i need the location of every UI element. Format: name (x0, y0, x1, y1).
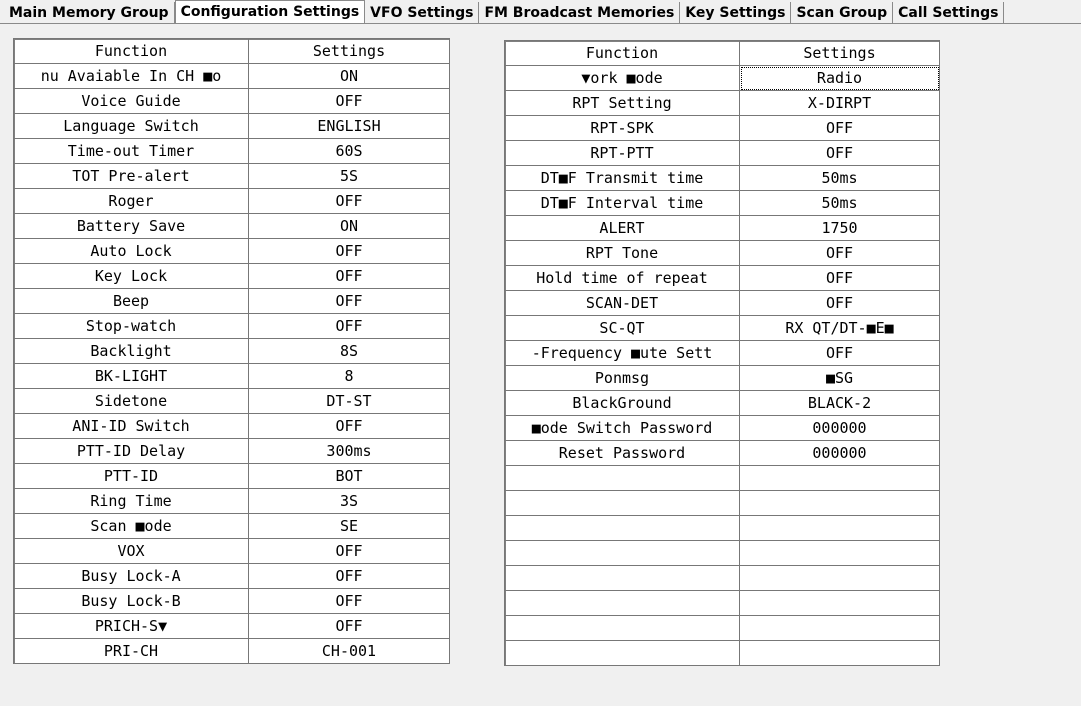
table-row[interactable] (14, 514, 450, 539)
table-row[interactable] (505, 241, 940, 266)
setting-value-cell[interactable]: ON (249, 214, 450, 239)
table-row[interactable] (505, 141, 940, 166)
setting-value-cell[interactable]: OFF (249, 239, 450, 264)
config-settings-grid-right (504, 40, 940, 666)
function-cell: -Frequency ■ute Sett (505, 341, 740, 366)
setting-value-cell[interactable]: BLACK-2 (740, 391, 940, 416)
setting-value-cell[interactable]: ENGLISH (249, 114, 450, 139)
setting-value-cell[interactable]: OFF (740, 266, 940, 291)
function-cell: SCAN-DET (505, 291, 740, 316)
setting-value-cell[interactable]: ON (249, 64, 450, 89)
table-row[interactable] (505, 491, 940, 516)
setting-value-cell[interactable]: OFF (249, 89, 450, 114)
table-row[interactable] (505, 341, 940, 366)
function-cell: Auto Lock (14, 239, 249, 264)
setting-value-cell[interactable]: Radio (740, 66, 940, 91)
function-cell: Backlight (14, 339, 249, 364)
setting-value-cell[interactable] (740, 516, 940, 541)
table-row[interactable] (14, 164, 450, 189)
function-cell (505, 541, 740, 566)
function-cell: Key Lock (14, 264, 249, 289)
table-row[interactable] (505, 616, 940, 641)
tab-call-settings[interactable]: Call Settings (893, 2, 1004, 24)
table-row[interactable] (14, 614, 450, 639)
table-row[interactable] (14, 364, 450, 389)
setting-value-cell[interactable] (740, 466, 940, 491)
tab-scan-group[interactable]: Scan Group (791, 2, 893, 24)
tab-fm-broadcast-memories[interactable]: FM Broadcast Memories (479, 2, 680, 24)
function-cell: Roger (14, 189, 249, 214)
function-cell: DT■F Transmit time (505, 166, 740, 191)
table-row[interactable] (505, 191, 940, 216)
setting-value-cell[interactable]: BOT (249, 464, 450, 489)
table-row[interactable] (14, 489, 450, 514)
function-cell: ALERT (505, 216, 740, 241)
setting-value-cell[interactable]: OFF (740, 141, 940, 166)
function-cell: Sidetone (14, 389, 249, 414)
setting-value-cell[interactable]: 50ms (740, 166, 940, 191)
settings-column-header: Settings (249, 39, 450, 64)
function-cell (505, 591, 740, 616)
table-row[interactable] (14, 264, 450, 289)
setting-value-cell[interactable] (740, 641, 940, 666)
function-cell: Busy Lock-B (14, 589, 249, 614)
function-cell: Stop-watch (14, 314, 249, 339)
table-row[interactable] (14, 214, 450, 239)
setting-value-cell[interactable]: OFF (740, 341, 940, 366)
setting-value-cell[interactable]: OFF (740, 116, 940, 141)
table-row[interactable] (505, 316, 940, 341)
function-cell: VOX (14, 539, 249, 564)
table-row[interactable] (14, 89, 450, 114)
table-row[interactable] (14, 339, 450, 364)
setting-value-cell[interactable]: 50ms (740, 191, 940, 216)
right-table-header-row (505, 41, 940, 66)
table-row[interactable] (14, 139, 450, 164)
table-row[interactable] (14, 389, 450, 414)
table-row[interactable] (14, 564, 450, 589)
setting-value-cell[interactable]: 300ms (249, 439, 450, 464)
function-cell: PRI-CH (14, 639, 249, 664)
table-row[interactable] (14, 189, 450, 214)
function-cell: Reset Password (505, 441, 740, 466)
function-cell: PTT-ID (14, 464, 249, 489)
setting-value-cell[interactable]: RX QT/DT-■E■ (740, 316, 940, 341)
function-cell (505, 516, 740, 541)
function-cell: BlackGround (505, 391, 740, 416)
setting-value-cell[interactable]: OFF (249, 414, 450, 439)
setting-value-cell[interactable] (740, 491, 940, 516)
function-cell (505, 566, 740, 591)
setting-value-cell[interactable]: OFF (249, 264, 450, 289)
function-cell: Ring Time (14, 489, 249, 514)
table-row[interactable] (505, 566, 940, 591)
setting-value-cell[interactable]: OFF (249, 539, 450, 564)
setting-value-cell[interactable]: OFF (740, 241, 940, 266)
function-cell: SC-QT (505, 316, 740, 341)
setting-value-cell[interactable]: ■SG (740, 366, 940, 391)
function-cell: RPT-SPK (505, 116, 740, 141)
table-row[interactable] (14, 539, 450, 564)
table-row[interactable] (14, 239, 450, 264)
table-row[interactable] (505, 591, 940, 616)
setting-value-cell[interactable]: 1750 (740, 216, 940, 241)
table-row[interactable] (14, 464, 450, 489)
tab-divider (0, 23, 1081, 24)
function-column-header: Function (14, 39, 249, 64)
table-row[interactable] (505, 466, 940, 491)
setting-value-cell[interactable]: 000000 (740, 416, 940, 441)
table-row[interactable] (505, 291, 940, 316)
function-cell (505, 641, 740, 666)
table-row[interactable] (505, 166, 940, 191)
table-row[interactable] (505, 66, 940, 91)
table-row[interactable] (14, 289, 450, 314)
function-cell: PTT-ID Delay (14, 439, 249, 464)
function-cell: TOT Pre-alert (14, 164, 249, 189)
setting-value-cell[interactable]: X-DIRPT (740, 91, 940, 116)
setting-value-cell[interactable]: OFF (740, 291, 940, 316)
function-cell: nu Avaiable In CH ■o (14, 64, 249, 89)
setting-value-cell[interactable]: OFF (249, 314, 450, 339)
setting-value-cell[interactable]: 000000 (740, 441, 940, 466)
function-column-header: Function (505, 41, 740, 66)
function-cell: Language Switch (14, 114, 249, 139)
table-row[interactable] (14, 114, 450, 139)
setting-value-cell[interactable]: OFF (249, 564, 450, 589)
function-cell: PRICH-S▼ (14, 614, 249, 639)
setting-value-cell[interactable]: 3S (249, 489, 450, 514)
tab-main-memory-group[interactable]: Main Memory Group (0, 2, 175, 24)
table-row[interactable] (505, 366, 940, 391)
function-cell: RPT Tone (505, 241, 740, 266)
table-row[interactable] (14, 414, 450, 439)
setting-value-cell[interactable]: 8 (249, 364, 450, 389)
table-row[interactable] (505, 116, 940, 141)
config-settings-grid-left (13, 38, 450, 664)
function-cell: RPT-PTT (505, 141, 740, 166)
setting-value-cell[interactable] (740, 591, 940, 616)
setting-value-cell[interactable]: OFF (249, 289, 450, 314)
function-cell: ▼ork ■ode (505, 66, 740, 91)
table-row[interactable] (505, 516, 940, 541)
setting-value-cell[interactable]: OFF (249, 189, 450, 214)
setting-value-cell[interactable] (740, 616, 940, 641)
setting-value-cell[interactable]: OFF (249, 614, 450, 639)
setting-value-cell[interactable]: SE (249, 514, 450, 539)
function-cell: RPT Setting (505, 91, 740, 116)
function-cell: ■ode Switch Password (505, 416, 740, 441)
table-row[interactable] (14, 439, 450, 464)
function-cell: Battery Save (14, 214, 249, 239)
setting-value-cell[interactable] (740, 566, 940, 591)
function-cell: Voice Guide (14, 89, 249, 114)
table-row[interactable] (505, 641, 940, 666)
function-cell: Ponmsg (505, 366, 740, 391)
setting-value-cell[interactable] (740, 541, 940, 566)
setting-value-cell[interactable]: 60S (249, 139, 450, 164)
table-row[interactable] (505, 266, 940, 291)
function-cell (505, 616, 740, 641)
tab-key-settings[interactable]: Key Settings (680, 2, 791, 24)
settings-column-header: Settings (740, 41, 940, 66)
function-cell: DT■F Interval time (505, 191, 740, 216)
setting-value-cell[interactable]: 5S (249, 164, 450, 189)
left-table-header-row (14, 39, 450, 64)
table-row[interactable] (505, 416, 940, 441)
function-cell: Busy Lock-A (14, 564, 249, 589)
table-row[interactable] (14, 639, 450, 664)
setting-value-cell[interactable]: DT-ST (249, 389, 450, 414)
function-cell: Scan ■ode (14, 514, 249, 539)
table-row[interactable] (14, 64, 450, 89)
table-row[interactable] (505, 441, 940, 466)
table-row[interactable] (505, 216, 940, 241)
function-cell: BK-LIGHT (14, 364, 249, 389)
function-cell (505, 466, 740, 491)
table-row[interactable] (14, 314, 450, 339)
tab-configuration-settings[interactable]: Configuration Settings (175, 0, 366, 24)
tab-vfo-settings[interactable]: VFO Settings (365, 2, 479, 24)
setting-value-cell[interactable]: 8S (249, 339, 450, 364)
function-cell (505, 491, 740, 516)
setting-value-cell[interactable]: CH-001 (249, 639, 450, 664)
function-cell: Hold time of repeat (505, 266, 740, 291)
table-row[interactable] (14, 589, 450, 614)
function-cell: ANI-ID Switch (14, 414, 249, 439)
table-row[interactable] (505, 91, 940, 116)
table-row[interactable] (505, 541, 940, 566)
function-cell: Beep (14, 289, 249, 314)
setting-value-cell[interactable]: OFF (249, 589, 450, 614)
function-cell: Time-out Timer (14, 139, 249, 164)
table-row[interactable] (505, 391, 940, 416)
tab-bar (0, 0, 1081, 24)
